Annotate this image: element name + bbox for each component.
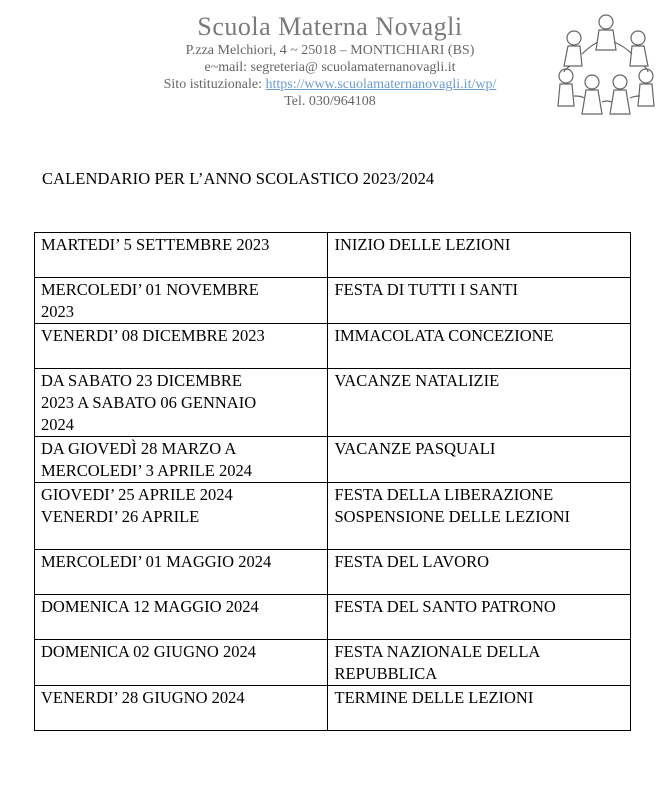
event-cell: IMMACOLATA CONCEZIONE bbox=[328, 324, 631, 369]
table-row bbox=[35, 550, 631, 595]
date-cell: DA GIOVEDÌ 28 MARZO A MERCOLEDI’ 3 APRILE 2024 bbox=[35, 437, 328, 483]
school-name: Scuola Materna Novagli bbox=[197, 12, 463, 41]
date-cell: DOMENICA 02 GIUGNO 2024 bbox=[35, 640, 328, 686]
calendar-table bbox=[34, 232, 631, 731]
children-circle-logo-icon bbox=[552, 10, 660, 120]
event-cell: VACANZE NATALIZIE bbox=[328, 369, 631, 437]
document-title: CALENDARIO PER L’ANNO SCOLASTICO 2023/2024 bbox=[42, 169, 435, 188]
table-row bbox=[35, 483, 631, 550]
table-row bbox=[35, 233, 631, 278]
date-cell: VENERDI’ 08 DICEMBRE 2023 bbox=[35, 324, 328, 369]
table-row bbox=[35, 278, 631, 324]
event-cell: FESTA NAZIONALE DELLA REPUBBLICA bbox=[328, 640, 631, 686]
date-cell: DOMENICA 12 MAGGIO 2024 bbox=[35, 595, 328, 640]
event-cell: FESTA DEL LAVORO bbox=[328, 550, 631, 595]
school-phone: Tel. 030/964108 bbox=[284, 94, 376, 109]
date-cell: MARTEDI’ 5 SETTEMBRE 2023 bbox=[35, 233, 328, 278]
table-row bbox=[35, 686, 631, 731]
event-cell: FESTA DI TUTTI I SANTI bbox=[328, 278, 631, 324]
date-cell: DA SABATO 23 DICEMBRE 2023 A SABATO 06 GENNAIO 2024 bbox=[35, 369, 328, 437]
date-cell: VENERDI’ 28 GIUGNO 2024 bbox=[35, 686, 328, 731]
event-cell: FESTA DELLA LIBERAZIONE SOSPENSIONE DELLE LEZIONI bbox=[328, 483, 631, 550]
school-address: P.zza Melchiori, 4 ~ 25018 – MONTICHIARI (BS) bbox=[185, 43, 475, 58]
table-row bbox=[35, 595, 631, 640]
table-row bbox=[35, 640, 631, 686]
event-cell: TERMINE DELLE LEZIONI bbox=[328, 686, 631, 731]
website-link[interactable]: https://www.scuolamaternanovagli.it/wp/ bbox=[265, 77, 497, 92]
table-row bbox=[35, 324, 631, 369]
website-label: Sito istituzionale: bbox=[163, 77, 266, 92]
event-cell: VACANZE PASQUALI bbox=[328, 437, 631, 483]
event-cell: INIZIO DELLE LEZIONI bbox=[328, 233, 631, 278]
table-row bbox=[35, 369, 631, 437]
date-cell: MERCOLEDI’ 01 NOVEMBRE 2023 bbox=[35, 278, 328, 324]
date-cell: GIOVEDI’ 25 APRILE 2024 VENERDI’ 26 APRILE bbox=[35, 483, 328, 550]
event-cell: FESTA DEL SANTO PATRONO bbox=[328, 595, 631, 640]
date-cell: MERCOLEDI’ 01 MAGGIO 2024 bbox=[35, 550, 328, 595]
school-website bbox=[100, 76, 560, 93]
school-email: e~mail: segreteria@ scuolamaternanovagli.it bbox=[204, 60, 456, 75]
letterhead bbox=[100, 12, 560, 110]
table-row bbox=[35, 437, 631, 483]
